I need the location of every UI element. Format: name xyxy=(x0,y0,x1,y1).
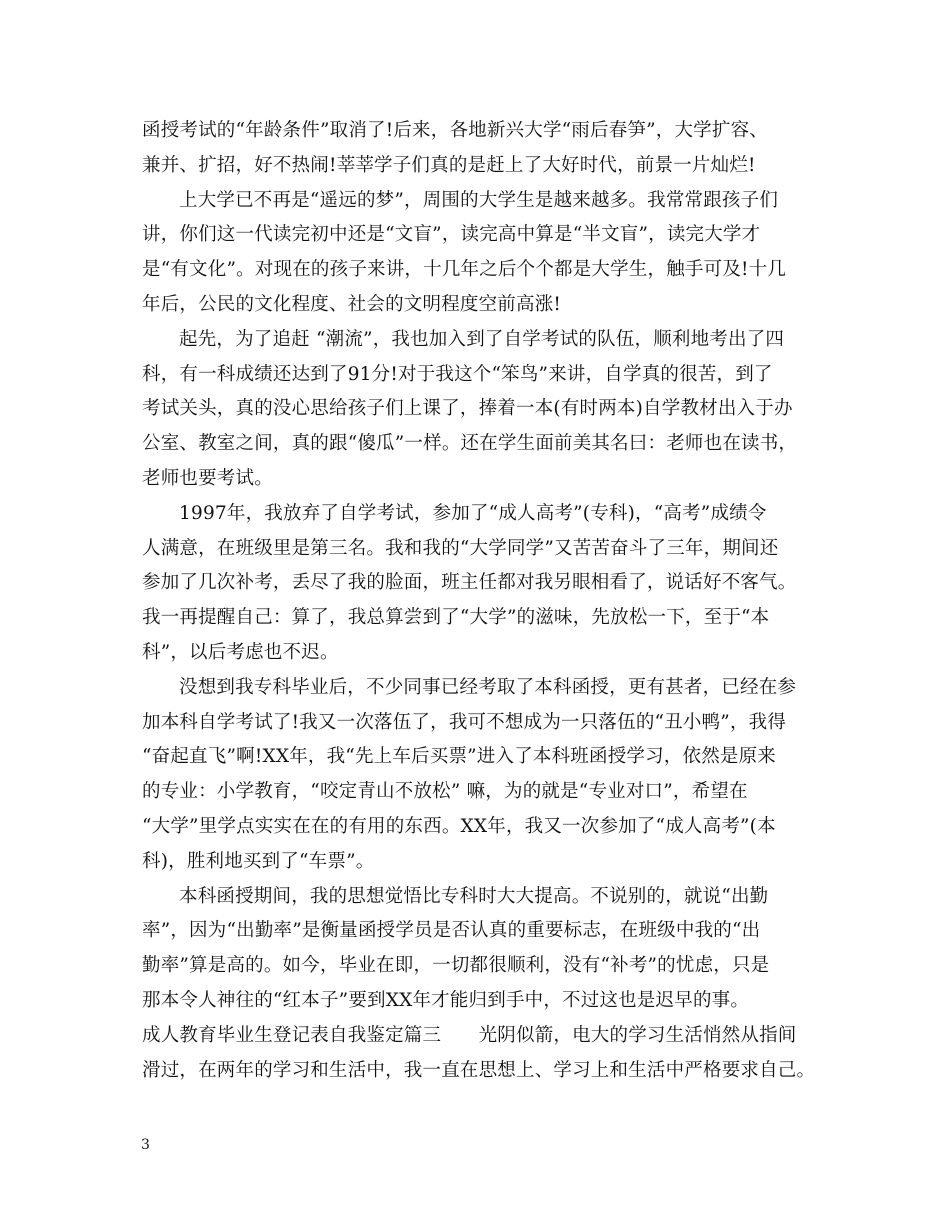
text-line: 兼并、扩招，好不热闹!莘莘学子们真的是赶上了大好时代，前景一片灿烂! xyxy=(142,154,756,176)
text-line: 的专业：小学教育，“咬定青山不放松” 嘛，为的就是“专业对口”，希望在 xyxy=(142,781,748,803)
text-line: 科”，以后考虑也不迟。 xyxy=(142,641,339,663)
page-number: 3 xyxy=(141,1137,150,1153)
text-line: 滑过，在两年的学习和生活中，我一直在思想上、学习上和生活中严格要求自己。 xyxy=(142,1059,816,1081)
text-line: 起先，为了追赶 “潮流”，我也加入到了自学考试的队伍，顺利地考出了四 xyxy=(179,328,785,350)
text-line: 加本科自学考试了!我又一次落伍了，我可不想成为一只落伍的“丑小鸭”，我得 xyxy=(142,711,787,733)
text-line: 函授考试的“年龄条件”取消了!后来，各地新兴大学“雨后春笋”，大学扩容、 xyxy=(142,120,768,141)
text-line: 勤率”算是高的。如今，毕业在即，一切都很顺利，没有“补考”的忧虑，只是 xyxy=(142,955,770,977)
text-line: 我一再提醒自己：算了，我总算尝到了“大学”的滋味，先放松一下，至于“本 xyxy=(142,607,770,629)
text-line: 1997年，我放弃了自学考试，参加了“成人高考”(专科)，“高考”成绩令 xyxy=(179,502,767,524)
text-line: 没想到我专科毕业后，不少同事已经考取了本科函授，更有甚者，已经在参 xyxy=(179,676,797,698)
text-line: “奋起直飞”啊!XX年，我“先上车后买票”进入了本科班函授学习，依然是原来 xyxy=(142,746,777,768)
text-line: 科，有一科成绩还达到了91分!对于我这个“笨鸟”来讲，自学真的很苦，到了 xyxy=(142,363,773,385)
text-line: 本科函授期间，我的思想觉悟比专科时大大提高。不说别的，就说“出勤 xyxy=(179,885,769,907)
document-body xyxy=(142,114,827,1088)
text-line: 科)，胜利地买到了“车票”。 xyxy=(142,850,375,872)
text-line: 公室、教室之间，真的跟“傻瓜”一样。还在学生面前美其名曰：老师也在读书， xyxy=(142,433,798,455)
text-line: 成人教育毕业生登记表自我鉴定篇三 光阴似箭，电大的学习生活悄然从指间 xyxy=(142,1024,797,1046)
text-line: 是“有文化”。对现在的孩子来讲，十几年之后个个都是大学生，触手可及!十几 xyxy=(142,259,787,281)
text-line: 考试关头，真的没心思给孩子们上课了，捧着一本(有时两本)自学教材出入于办 xyxy=(142,398,793,420)
text-line: 年后，公民的文化程度、社会的文明程度空前高涨! xyxy=(142,293,562,315)
text-line: 老师也要考试。 xyxy=(142,467,273,489)
text-line: 人满意，在班级里是第三名。我和我的“大学同学”又苦苦奋斗了三年，期间还 xyxy=(142,537,779,559)
text-line: 参加了几次补考，丢尽了我的脸面，班主任都对我另眼相看了，说话好不客气。 xyxy=(142,572,797,594)
text-line: 率”，因为“出勤率”是衡量函授学员是否认真的重要标志，在班级中我的“出 xyxy=(142,920,761,942)
text-line: “大学”里学点实实在在的有用的东西。XX年，我又一次参加了“成人高考”(本 xyxy=(142,815,776,837)
text-line: 那本令人神往的“红本子”要到XX年才能归到手中，不过这也是迟早的事。 xyxy=(142,989,750,1011)
text-line: 上大学已不再是“遥远的梦”，周围的大学生是越来越多。我常常跟孩子们 xyxy=(179,189,779,211)
text-line: 讲，你们这一代读完初中还是“文盲”，读完高中算是“半文盲”，读完大学才 xyxy=(142,224,761,246)
